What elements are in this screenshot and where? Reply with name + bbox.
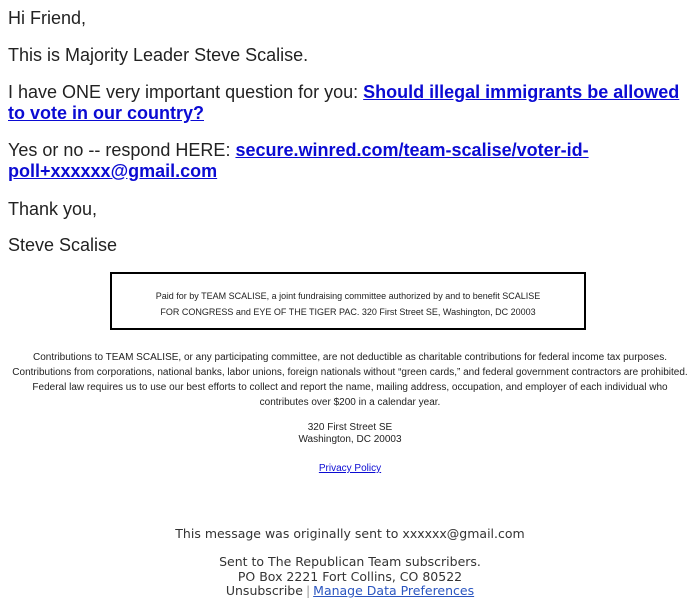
link-separator: | [305,583,311,598]
respond-lead: Yes or no -- respond HERE: [8,140,236,160]
intro-text: This is Majority Leader Steve Scalise. [8,45,309,65]
address-line-1: 320 First Street SE [307,422,393,433]
paid-for-box [110,272,586,330]
privacy-policy-link[interactable]: Privacy Policy [318,463,382,474]
thanks-text: Thank you, [8,199,98,219]
respond-link[interactable]: secure.winred.com/team-scalise/voter-id-poll+xxxxxx@gmail.com [8,140,589,181]
subscriber-footer [0,555,700,599]
greeting: Hi Friend, [8,8,87,28]
manage-data-preferences-link[interactable]: Manage Data Preferences [313,583,475,598]
mailing-address [0,422,700,446]
po-box-line: PO Box 2221 Fort Collins, CO 80522 [237,568,463,584]
address-line-2: Washington, DC 20003 [298,434,402,445]
footer-links [0,584,700,599]
question-lead: I have ONE very important question for you: [8,82,364,102]
respond-paragraph [8,140,688,182]
sent-to-notice: This message was originally sent to xxxxxx@gmail.com [175,526,525,541]
privacy-policy-row [0,463,700,474]
contribution-disclaimer: Contributions to TEAM SCALISE, or any participating committee, are not deductible as charitable contributions for federal income tax purposes. Contributions from corporations, national banks, labor unions, foreign nationals without “green cards,” and federal government contractors are prohibited. Federal law requires us to use our best efforts to collect and report the name, mailing address, occupation, and employer of each individual who contributes over $200 in a calendar year. [12,352,688,408]
paid-for-line-1: Paid for by TEAM SCALISE, a joint fundraising committee authorized by and to benefit SCALISE [155,291,541,301]
paid-for-line-2: FOR CONGRESS and EYE OF THE TIGER PAC. 320 First Street SE, Washington, DC 20003 [160,307,536,317]
signoff-name: Steve Scalise [8,235,118,255]
question-link[interactable]: Should illegal immigrants be allowed to vote in our country? [8,82,680,123]
question-paragraph [8,82,688,124]
subscribers-line: Sent to The Republican Team subscribers. [219,554,481,569]
unsubscribe-link[interactable]: Unsubscribe [225,583,303,598]
